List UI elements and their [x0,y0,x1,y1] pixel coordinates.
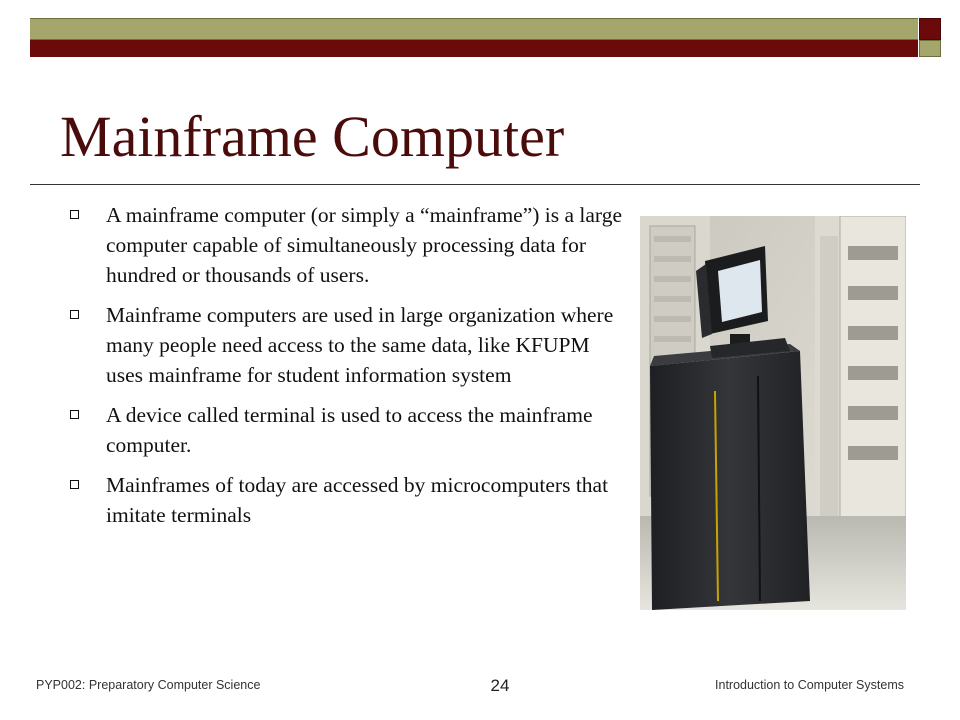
bullet-text: A mainframe computer (or simply a “mainframe”) is a large computer capable of simultaneously processing data for hundred or thousands of users. [106,203,622,287]
hollow-square-icon [70,310,79,319]
top-olive-bar [30,18,918,40]
bullet-item [60,470,630,530]
footer-topic: Introduction to Computer Systems [715,678,904,692]
top-red-bar [30,40,918,57]
bullet-text: A device called terminal is used to access the mainframe computer. [106,403,593,457]
bullet-item [60,200,630,290]
footer-course: PYP002: Preparatory Computer Science [36,678,261,692]
corner-olive-square [919,40,941,57]
page-number: 24 [490,676,510,695]
hollow-square-icon [70,480,79,489]
mainframe-illustration [640,216,906,610]
bullet-item [60,400,630,460]
bullet-list [60,200,630,540]
bullet-text: Mainframe computers are used in large organization where many people need access to the same data, like KFUPM uses mainframe for student information system [106,303,614,387]
slide-title: Mainframe Computer [60,104,565,169]
bullet-text: Mainframes of today are accessed by microcomputers that imitate terminals [106,473,609,527]
hollow-square-icon [70,410,79,419]
hollow-square-icon [70,210,79,219]
title-divider [30,184,920,185]
mainframe-computer-photo [640,216,906,610]
corner-red-square [919,18,941,40]
bullet-item [60,300,630,390]
